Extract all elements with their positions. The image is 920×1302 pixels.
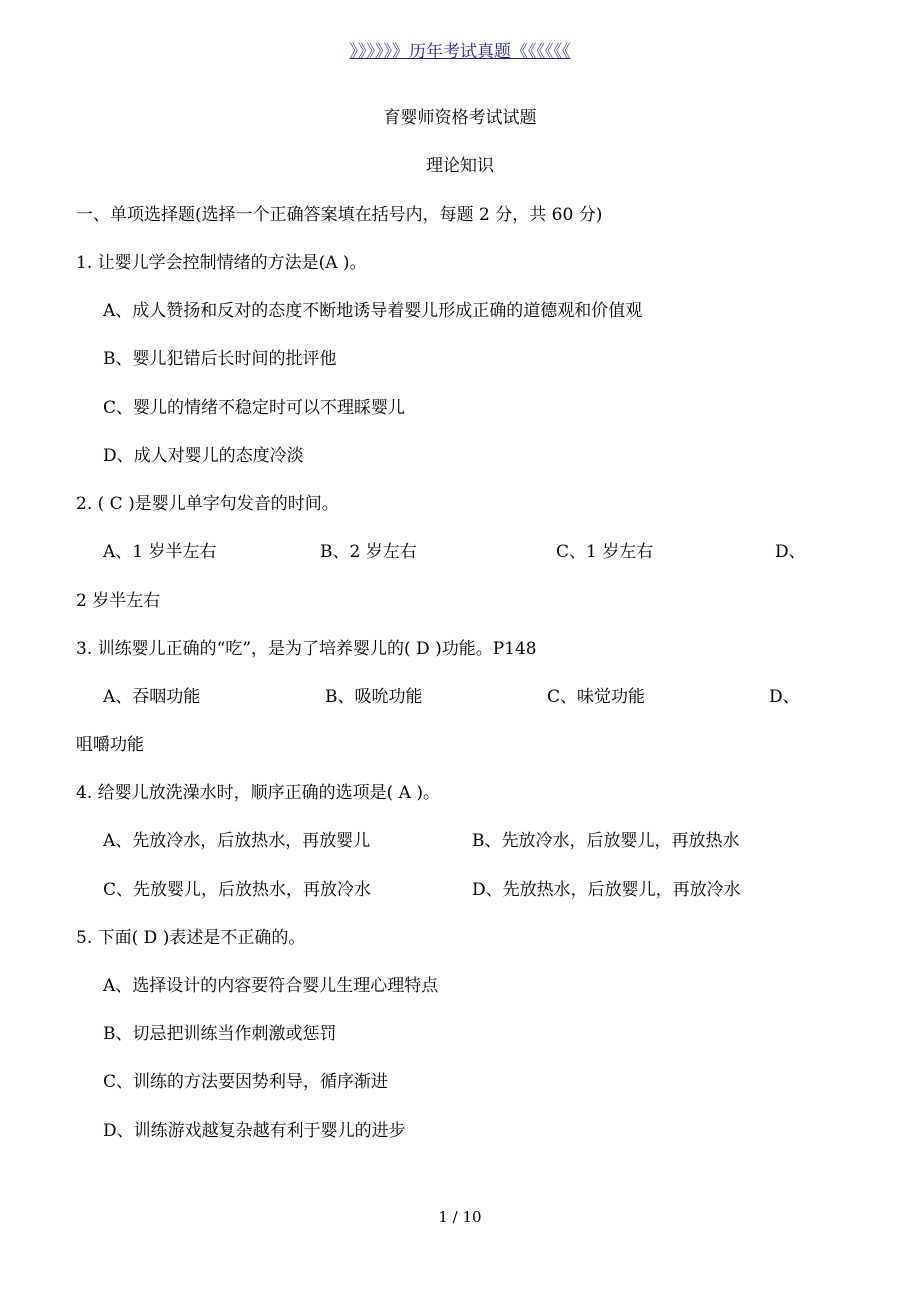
question-1-option-c: C、婴儿的情绪不稳定时可以不理睬婴儿 bbox=[103, 398, 406, 418]
question-1-option-b: B、婴儿犯错后长时间的批评他 bbox=[103, 349, 337, 369]
question-5-option-c: C、训练的方法要因势利导，循序渐进 bbox=[103, 1072, 389, 1092]
question-2-stem: 2. ( C )是婴儿单字句发音的时间。 bbox=[76, 494, 339, 514]
page-number: 1 / 10 bbox=[438, 1208, 482, 1226]
question-4-option-b: B、先放冷水，后放婴儿，再放热水 bbox=[472, 831, 740, 851]
document-title: 育婴师资格考试试题 bbox=[383, 108, 537, 128]
header-link[interactable]: 》》》》》》历年考试真题《《《《《《 bbox=[349, 42, 571, 62]
question-4-option-d: D、先放热水，后放婴儿，再放冷水 bbox=[472, 880, 741, 900]
question-2-option-d: D、 bbox=[775, 542, 806, 562]
question-5-stem: 5. 下面( D )表述是不正确的。 bbox=[76, 928, 306, 948]
section-heading: 一、单项选择题(选择一个正确答案填在括号内，每题 2 分，共 60 分) bbox=[76, 205, 603, 225]
question-5-option-d: D、训练游戏越复杂越有利于婴儿的进步 bbox=[103, 1121, 406, 1141]
question-1-option-d: D、成人对婴儿的态度冷淡 bbox=[103, 446, 304, 466]
question-3-option-c: C、味觉功能 bbox=[547, 687, 646, 707]
question-4-option-a: A、先放冷水，后放热水，再放婴儿 bbox=[103, 831, 371, 851]
question-4-option-c: C、先放婴儿，后放热水，再放冷水 bbox=[103, 880, 372, 900]
question-3-option-d-wrap: 咀嚼功能 bbox=[76, 735, 144, 755]
question-3-stem: 3. 训练婴儿正确的“吃”，是为了培养婴儿的( D )功能。P148 bbox=[76, 639, 537, 659]
question-1-option-a: A、成人赞扬和反对的态度不断地诱导着婴儿形成正确的道德观和价值观 bbox=[103, 301, 643, 321]
question-2-option-a: A、1 岁半左右 bbox=[103, 542, 217, 562]
document-subtitle: 理论知识 bbox=[426, 156, 494, 176]
question-2-option-d-wrap: 2 岁半左右 bbox=[76, 591, 161, 611]
question-3-option-a: A、吞咽功能 bbox=[103, 687, 201, 707]
question-5-option-b: B、切忌把训练当作刺激或惩罚 bbox=[103, 1024, 337, 1044]
question-3-option-d: D、 bbox=[769, 687, 800, 707]
question-4-stem: 4. 给婴儿放洗澡水时，顺序正确的选项是( A )。 bbox=[76, 783, 440, 803]
question-1-stem: 1. 让婴儿学会控制情绪的方法是(A )。 bbox=[76, 253, 367, 273]
question-3-option-b: B、吸吮功能 bbox=[325, 687, 423, 707]
question-5-option-a: A、选择设计的内容要符合婴儿生理心理特点 bbox=[103, 976, 439, 996]
question-2-option-c: C、1 岁左右 bbox=[556, 542, 654, 562]
question-2-option-b: B、2 岁左右 bbox=[320, 542, 417, 562]
